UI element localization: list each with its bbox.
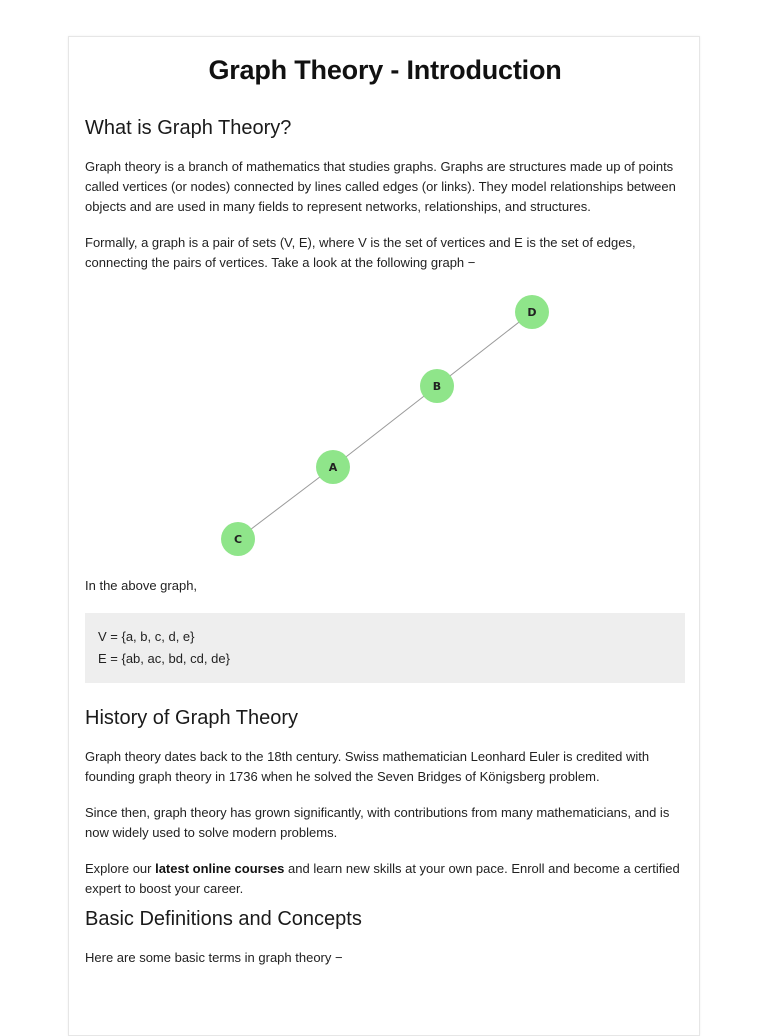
- code-block: [85, 613, 685, 683]
- promo-prefix: Explore our: [85, 861, 156, 876]
- heading-basics: Basic Definitions and Concepts: [85, 908, 362, 930]
- paragraph-history-1: Graph theory dates back to the 18th century. Swiss mathematician Leonhard Euler is credited with founding graph theory in 1736 when he solved the Seven Bridges of Königsberg problem.: [85, 749, 650, 784]
- graph-edge-b-d: [437, 312, 532, 386]
- graph-node-label: A: [328, 461, 338, 474]
- heading-what-is: What is Graph Theory?: [85, 117, 292, 139]
- graph-node-label: D: [527, 306, 537, 319]
- page-title: Graph Theory - Introduction: [208, 55, 562, 85]
- article-card: [68, 36, 700, 1036]
- graph-node-label: C: [233, 533, 243, 546]
- graph-node-b: [420, 369, 454, 403]
- latest-courses-link[interactable]: latest online courses: [155, 861, 285, 876]
- paragraph-promo: [85, 859, 685, 899]
- heading-history: History of Graph Theory: [85, 707, 299, 729]
- graph-node-c: [221, 522, 255, 556]
- graph-caption: In the above graph,: [85, 578, 198, 593]
- graph-edge-a-b: [333, 386, 437, 467]
- code-line-vertices: V = {a, b, c, d, e}: [98, 629, 195, 644]
- paragraph-definition: Graph theory is a branch of mathematics that studies graphs. Graphs are structures made up of points called vertices (or nodes) connected by lines called edges (or links). They model relationships between objects and are used in many fields to represent networks, relationships, and structures.: [85, 159, 676, 214]
- paragraph-formal-definition: Formally, a graph is a pair of sets (V, E), where V is the set of vertices and E is the set of edges, connecting the pairs of vertices. Take a look at the following graph −: [85, 235, 636, 270]
- graph-node-label: B: [432, 380, 442, 393]
- promo-suffix: and learn new skills at your own pace. Enroll and become a certified expert to boost your career.: [85, 861, 680, 896]
- graph-node-d: [515, 295, 549, 329]
- paragraph-history-2: Since then, graph theory has grown significantly, with contributions from many mathematicians, and is now widely used to solve modern problems.: [85, 805, 670, 840]
- graph-node-a: [316, 450, 350, 484]
- paragraph-basics-intro: Here are some basic terms in graph theory −: [85, 950, 343, 965]
- graph-figure: [85, 289, 685, 569]
- graph-svg: [85, 289, 685, 569]
- code-line-edges: E = {ab, ac, bd, cd, de}: [98, 651, 230, 666]
- graph-edge-c-a: [238, 467, 333, 539]
